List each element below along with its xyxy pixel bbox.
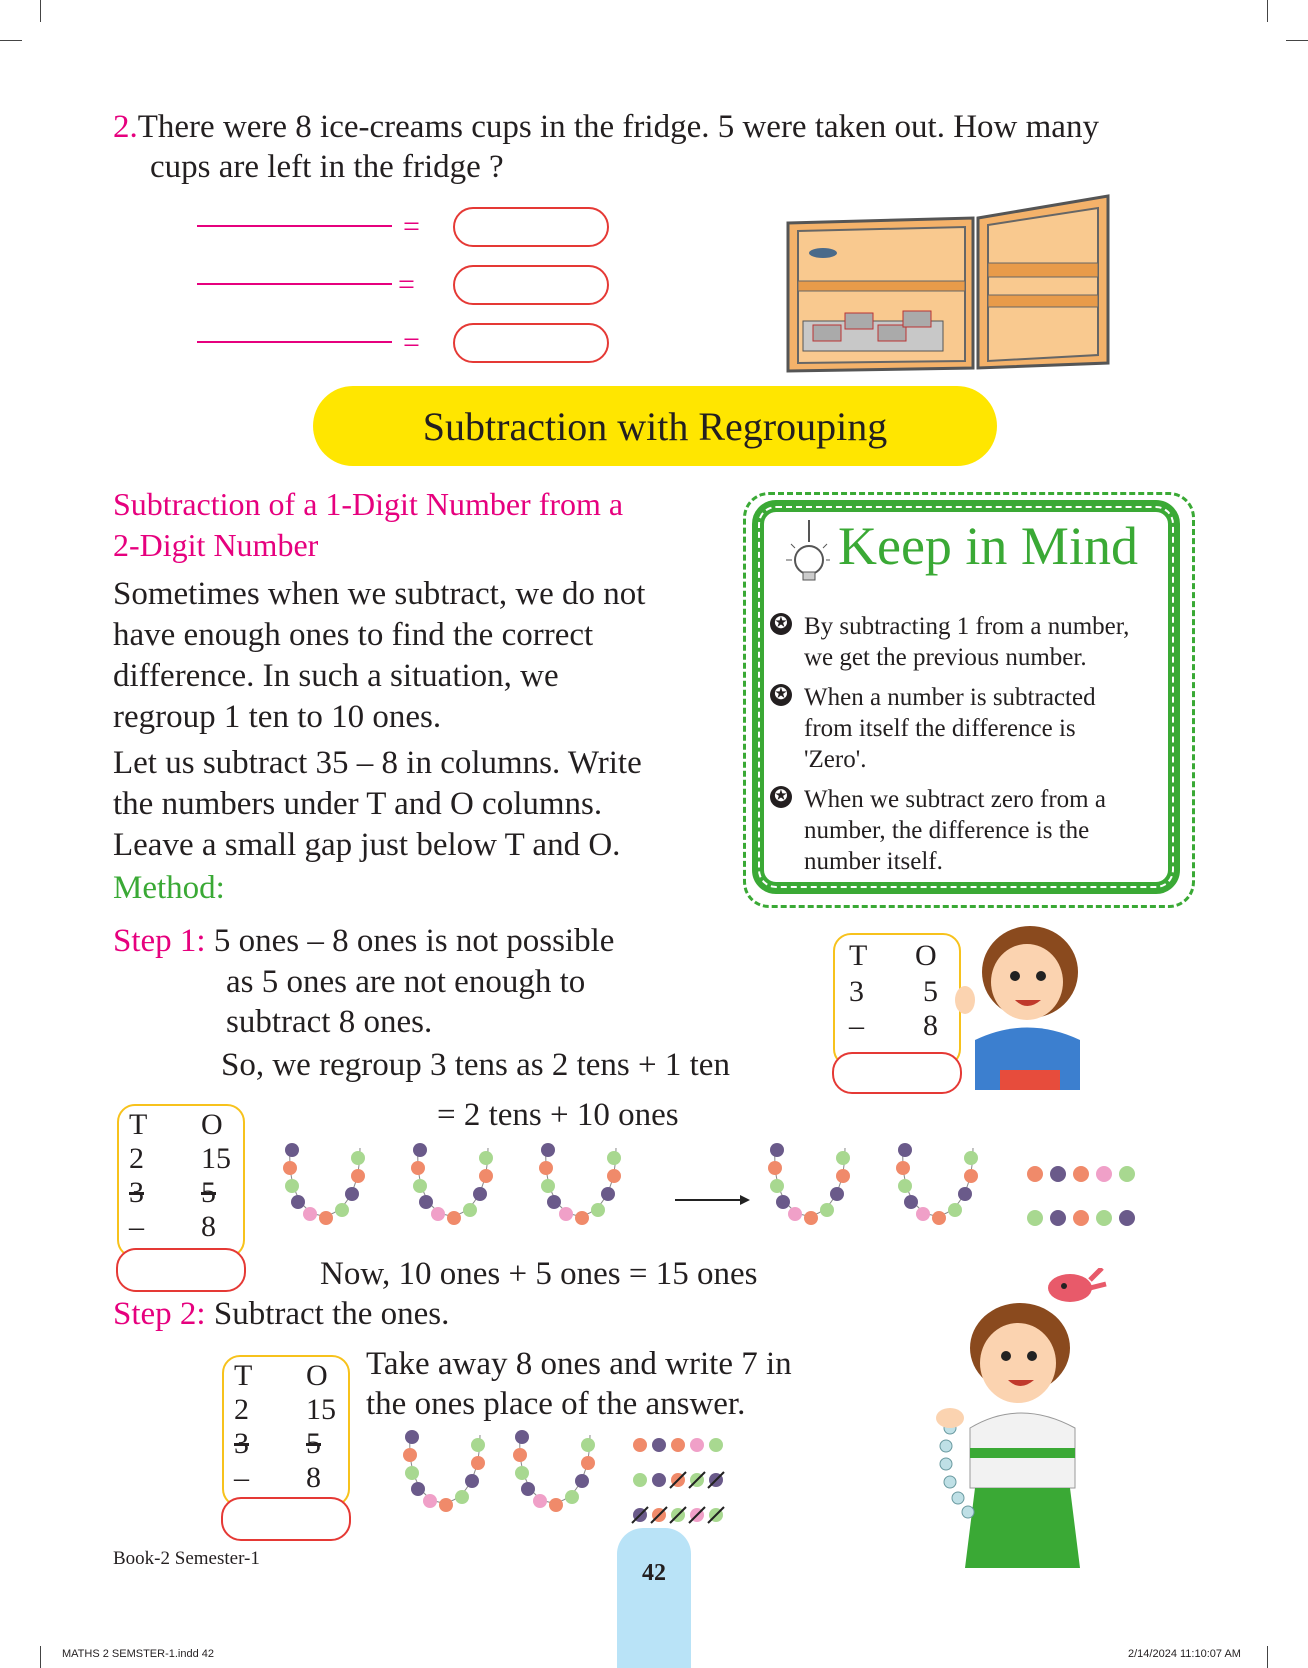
regroup-line: = 2 tens + 10 ones [437, 1097, 679, 1133]
place-value-table: T O 2 15 3 5 – 8 [222, 1355, 350, 1507]
answer-line [197, 225, 392, 227]
step-2-label: Step 2: [113, 1296, 206, 1332]
print-date: 2/14/2024 11:10:07 AM [1128, 1648, 1241, 1660]
file-slug: MATHS 2 SEMSTER-1.indd 42 [62, 1648, 215, 1660]
text-line: Subtract the ones. [213, 1296, 450, 1332]
page-number: 42 [642, 1560, 666, 1586]
question-2 [113, 107, 1099, 147]
text-line: Let us subtract 35 – 8 in columns. Write [113, 745, 642, 781]
crop-mark [1267, 1646, 1268, 1668]
boy-illustration [920, 1268, 1120, 1568]
instruction-paragraph [113, 743, 753, 866]
book-label: Book-2 Semester-1 [113, 1548, 260, 1569]
lightbulb-icon [780, 520, 830, 590]
star-bullet-icon: ✪ [770, 613, 792, 635]
text-line: 5 ones – 8 ones is not possible [213, 923, 615, 959]
bead-strings-illustration [400, 1425, 740, 1525]
answer-box[interactable] [453, 207, 609, 247]
place-value-table: T O 2 15 3 5 – 8 [117, 1104, 245, 1258]
step-1-label: Step 1: [113, 923, 206, 959]
equals-sign: = [403, 210, 420, 243]
keep-in-mind-item: ✪ When we subtract zero from a number, the difference is the number itself. [770, 784, 1204, 877]
step-2 [113, 1294, 449, 1335]
text-line: Take away 8 ones and write 7 in [366, 1346, 792, 1382]
crop-mark [40, 0, 41, 22]
keep-in-mind-item: ✪ By subtracting 1 from a number, we get the previous number. [770, 611, 1204, 673]
answer-box[interactable] [832, 1052, 962, 1094]
answer-line [197, 283, 392, 285]
crop-mark [1286, 40, 1308, 41]
keep-in-mind-title: Keep in Mind [838, 516, 1138, 576]
crop-mark [40, 1646, 41, 1668]
answer-line [197, 341, 392, 343]
subtitle-line-1: Subtraction of a 1-Digit Number from a [113, 486, 624, 522]
answer-box[interactable] [453, 265, 609, 305]
question-line-2: cups are left in the fridge ? [150, 149, 504, 185]
text-line: regroup 1 ten to 10 ones. [113, 699, 442, 735]
text-line: the ones place of the answer. [366, 1386, 746, 1422]
keep-in-mind-item: ✪ When a number is subtracted from itself the difference is 'Zero'. [770, 682, 1204, 775]
answer-box[interactable] [116, 1248, 246, 1292]
question-number: 2. [113, 109, 138, 145]
crop-mark [0, 40, 22, 41]
star-bullet-icon: ✪ [770, 684, 792, 706]
step-1 [113, 921, 614, 962]
text-line: subtract 8 ones. [226, 1004, 433, 1040]
text-line: Sometimes when we subtract, we do not [113, 576, 646, 612]
equals-sign: = [403, 326, 420, 359]
section-banner: Subtraction with Regrouping [313, 386, 997, 466]
text-line: the numbers under T and O columns. [113, 786, 603, 822]
text-line: as 5 ones are not enough to [226, 964, 586, 1000]
answer-box[interactable] [221, 1497, 351, 1541]
text-line: difference. In such a situation, we [113, 658, 559, 694]
girl-illustration [955, 920, 1105, 1090]
subtitle-line-2: 2-Digit Number [113, 527, 319, 563]
bead-strings-illustration [280, 1138, 1160, 1248]
answer-box[interactable] [453, 323, 609, 363]
intro-paragraph [113, 574, 753, 738]
now-line: Now, 10 ones + 5 ones = 15 ones [320, 1256, 758, 1292]
question-line-1: There were 8 ice-creams cups in the fridge. 5 were taken out. How many [137, 109, 1099, 145]
fridge-illustration [783, 193, 1113, 373]
method-heading: Method: [113, 870, 225, 906]
text-line: Leave a small gap just below T and O. [113, 827, 621, 863]
page-number-tab [617, 1528, 691, 1668]
star-bullet-icon: ✪ [770, 786, 792, 808]
text-line: have enough ones to find the correct [113, 617, 594, 653]
place-value-table: T O 3 5 – 8 [833, 933, 961, 1067]
equals-sign: = [398, 268, 415, 301]
crop-mark [1267, 0, 1268, 22]
regroup-line: So, we regroup 3 tens as 2 tens + 1 ten [221, 1047, 730, 1083]
